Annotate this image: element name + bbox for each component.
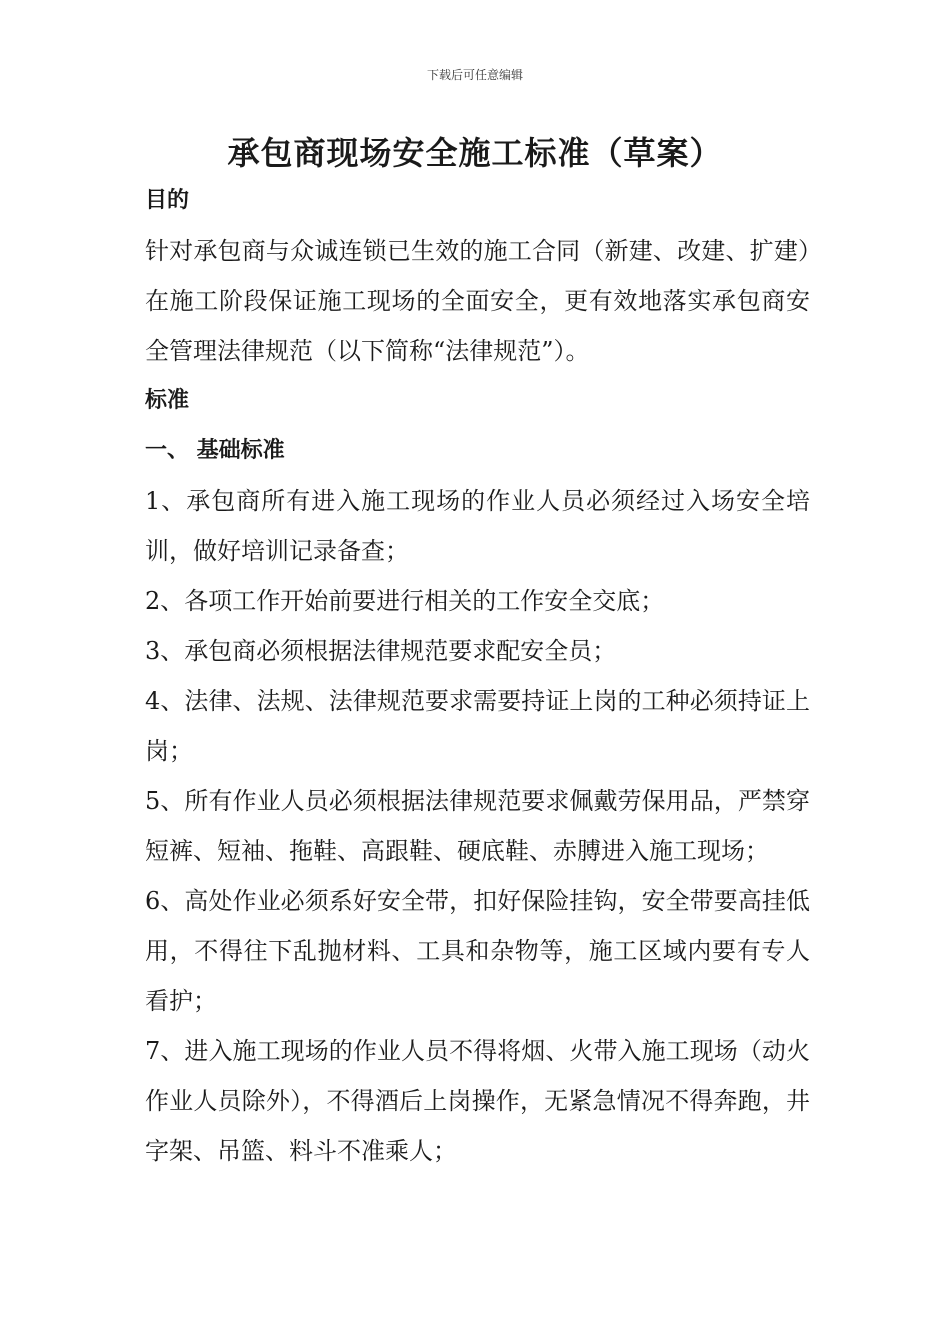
list-item: 3、承包商必须根据法律规范要求配安全员； (145, 637, 617, 665)
purpose-text: 针对承包商与众诚连锁已生效的施工合同（新建、改建、扩建）在施工阶段保证施工现场的全面安全，更有效地落实承包商安全管理法律规范（以下简称“法律规范”）。 (145, 237, 810, 365)
list-item: 5、所有作业人员必须根据法律规范要求佩戴劳保用品，严禁穿短裤、短袖、拖鞋、高跟鞋、硬底鞋、赤膊进入施工现场； (145, 787, 810, 865)
document-body (145, 176, 810, 1176)
purpose-heading: 目的 (145, 188, 190, 213)
list-item: 6、高处作业必须系好安全带，扣好保险挂钩，安全带要高挂低用，不得往下乱抛材料、工具和杂物等，施工区域内要有专人看护； (145, 887, 810, 1015)
list-item: 7、进入施工现场的作业人员不得将烟、火带入施工现场（动火作业人员除外），不得酒后上岗操作，无紧急情况不得奔跑，井字架、吊篮、料斗不准乘人； (145, 1037, 810, 1165)
list-item: 2、各项工作开始前要进行相关的工作安全交底； (145, 587, 665, 615)
header-note: 下载后可任意编辑 (426, 68, 523, 82)
list-item: 4、法律、法规、法律规范要求需要持证上岗的工种必须持证上岗； (145, 687, 810, 765)
document-title: 承包商现场安全施工标准（草案） (227, 134, 723, 172)
basic-standard-heading: 一、 基础标准 (145, 438, 285, 463)
list-item: 1、承包商所有进入施工现场的作业人员必须经过入场安全培训，做好培训记录备查； (145, 487, 810, 565)
standard-heading: 标准 (145, 388, 190, 413)
